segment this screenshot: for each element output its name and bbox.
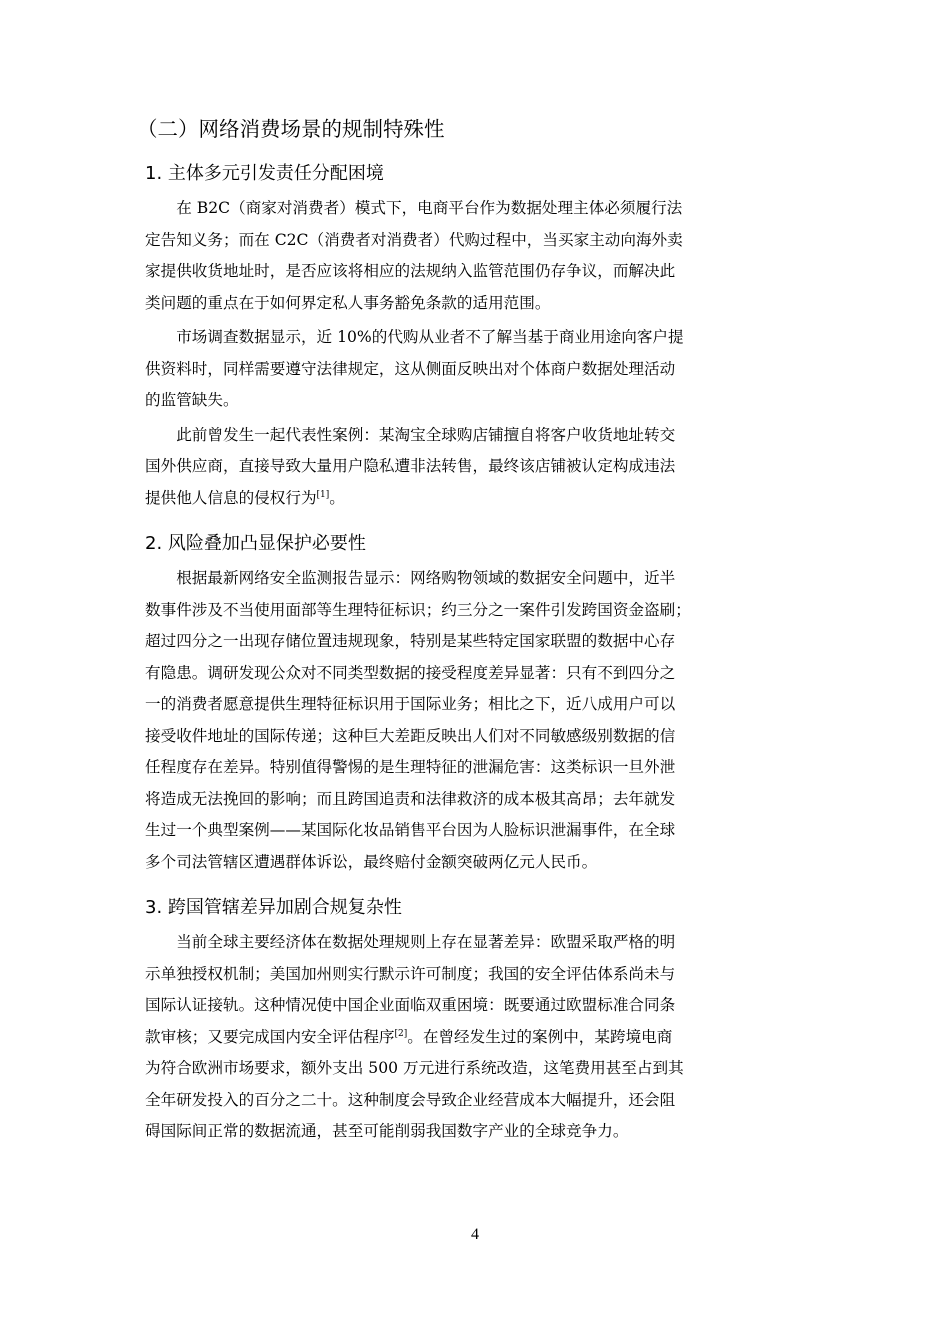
subsection-title-3: 3. 跨国管辖差异加剧合规复杂性	[145, 897, 402, 918]
section-title: （二）网络消费场景的规制特殊性	[137, 117, 445, 141]
text-line: 全年研发投入的百分之二十。这种制度会导致企业经营成本大幅提升，还会阻	[145, 1090, 676, 1109]
text-line: 数事件涉及不当使用面部等生理特征标识；约三分之一案件引发跨国资金盗刷；	[145, 600, 691, 619]
text-line: 示单独授权机制；美国加州则实行默示许可制度；我国的安全评估体系尚未与	[145, 964, 676, 983]
document-body	[137, 112, 800, 1151]
text-line: 任程度存在差异。特别值得警惕的是生理特征的泄漏危害：这类标识一旦外泄	[145, 758, 676, 776]
paragraph	[145, 193, 800, 319]
text-line	[145, 483, 800, 515]
subsection-title-1: 1. 主体多元引发责任分配困境	[145, 163, 384, 184]
page-number: 4	[471, 1226, 479, 1243]
text-run: 提供他人信息的侵权行为	[145, 488, 317, 507]
text-line: 多个司法管辖区遭遇群体诉讼，最终赔付金额突破两亿元人民币。	[145, 852, 598, 871]
paragraph	[145, 563, 800, 878]
text-line: 碍国际间正常的数据流通，甚至可能削弱我国数字产业的全球竞争力。	[145, 1122, 629, 1140]
text-line: 一的消费者愿意提供生理特征标识用于国际业务；相比之下，近八成用户可以	[145, 695, 676, 713]
text-line	[145, 1022, 800, 1054]
text-line: 类问题的重点在于如何界定私人事务豁免条款的适用范围。	[145, 293, 551, 312]
text-line: 此前曾发生一起代表性案例：某淘宝全球购店铺擅自将客户收货地址转交	[176, 425, 676, 444]
text-line: 市场调查数据显示，近 10%的代购从业者不了解当基于商业用途向客户提	[176, 328, 684, 346]
text-run: 。在曾经发生过的案例中，某跨境电商	[407, 1027, 673, 1046]
citation-ref[interactable]: [2]	[394, 1028, 408, 1039]
paragraph	[145, 322, 800, 417]
text-line: 生过一个典型案例——某国际化妆品销售平台因为人脸标识泄漏事件，在全球	[145, 821, 676, 839]
text-line: 国外供应商，直接导致大量用户隐私遭非法转售，最终该店铺被认定构成违法	[145, 457, 676, 475]
text-line: 在 B2C（商家对消费者）模式下，电商平台作为数据处理主体必须履行法	[176, 199, 683, 217]
text-line: 将造成无法挽回的影响；而且跨国追责和法律救济的成本极其高昂；去年就发	[145, 789, 676, 808]
paragraph	[145, 420, 800, 515]
text-line: 接受收件地址的国际传递；这种巨大差距反映出人们对不同敏感级别数据的信	[145, 726, 676, 745]
text-line: 有隐患。调研发现公众对不同类型数据的接受程度差异显著：只有不到四分之	[145, 663, 676, 682]
text-line: 定告知义务；而在 C2C（消费者对消费者）代购过程中，当买家主动向海外卖	[145, 230, 683, 249]
subsection-title-2: 2. 风险叠加凸显保护必要性	[145, 533, 366, 554]
text-line: 根据最新网络安全监测报告显示：网络购物领域的数据安全问题中，近半	[176, 569, 676, 587]
text-run: 款审核；又要完成国内安全评估程序	[145, 1027, 395, 1046]
text-run: 。	[329, 488, 345, 507]
text-line: 超过四分之一出现存储位置违规现象，特别是某些特定国家联盟的数据中心存	[145, 632, 676, 650]
text-line: 家提供收货地址时，是否应该将相应的法规纳入监管范围仍存争议，而解决此	[145, 262, 676, 280]
text-line: 为符合欧洲市场要求，额外支出 500 万元进行系统改造，这笔费用甚至占到其	[145, 1059, 684, 1077]
paragraph	[145, 927, 800, 1148]
text-line: 供资料时，同样需要遵守法律规定，这从侧面反映出对个体商户数据处理活动	[145, 359, 676, 378]
citation-ref[interactable]: [1]	[316, 489, 330, 500]
text-line: 的监管缺失。	[145, 391, 239, 409]
text-line: 当前全球主要经济体在数据处理规则上存在显著差异：欧盟采取严格的明	[176, 933, 676, 951]
text-line: 国际认证接轨。这种情况使中国企业面临双重困境：既要通过欧盟标准合同条	[145, 996, 676, 1014]
